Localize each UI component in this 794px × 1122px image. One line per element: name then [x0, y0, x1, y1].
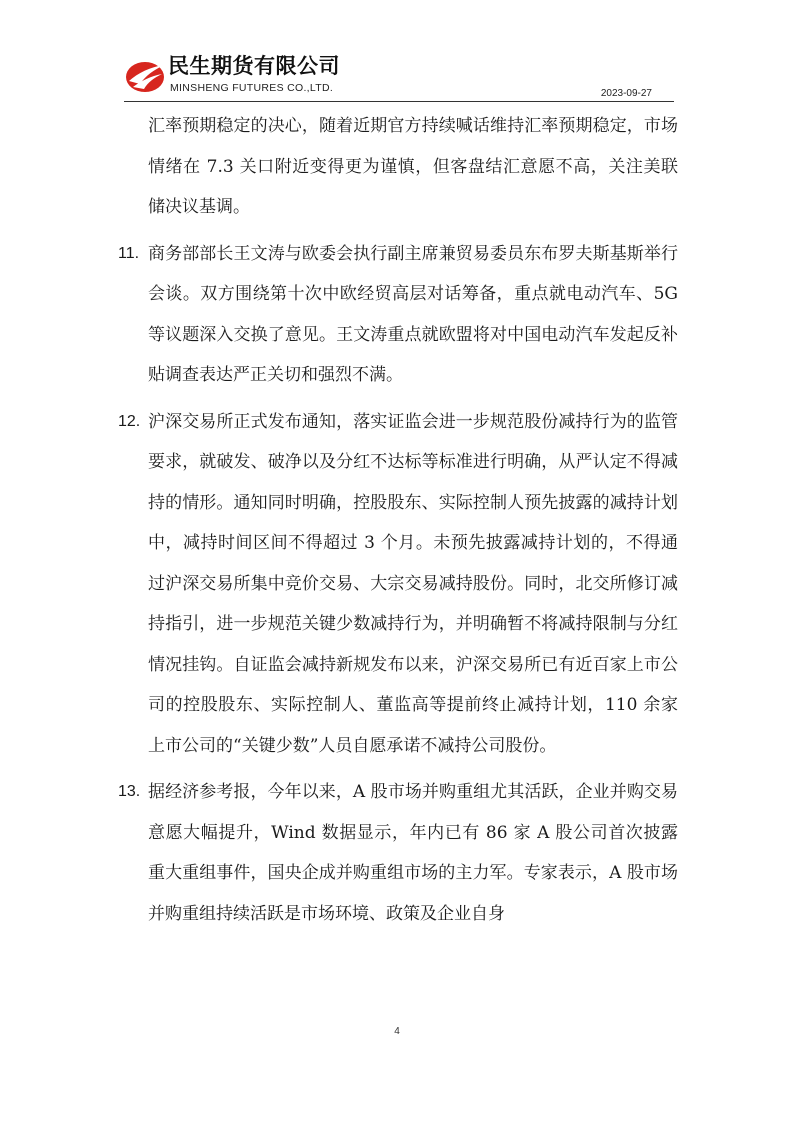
list-item-number: 12. — [118, 412, 141, 430]
page-header — [124, 52, 674, 102]
list-item-text: 沪深交易所正式发布通知，落实证监会进一步规范股份减持行为的监管要求，就破发、破净以及分红不达标等标准进行明确，从严认定不得减持的情形。通知同时明确，控股股东、实际控制人预先披露的减持计划中，减持时间区间不得超过 3 个月。未预先披露减持计划的，不得通过沪深交易所集中竞价交易、大宗交易减持股份。同时，北交所修订减持指引，进一步规范关键少数减持行为，并明确暂不将减持限制与分红情况挂钩。自证监会减持新规发布以来，沪深交易所已有近百家上市公司的控股股东、实际控制人、董监高等提前终止减持计划，110 余家上市公司的“关键少数”人员自愿承诺不减持公司股份。 — [148, 411, 678, 756]
list-item-11 — [118, 234, 678, 396]
minsheng-logo-icon — [124, 57, 166, 95]
continued-paragraph: 汇率预期稳定的决心，随着近期官方持续喊话维持汇率预期稳定，市场情绪在 7.3 关口附近变得更为谨慎，但客盘结汇意愿不高，关注美联储决议基调。 — [148, 116, 678, 217]
page-number: 4 — [394, 1026, 400, 1037]
report-date: 2023-09-27 — [600, 88, 652, 99]
header-divider — [124, 101, 674, 102]
list-item-12 — [118, 402, 678, 767]
company-name-cn: 民生期货有限公司 — [168, 54, 340, 78]
list-item-number: 11. — [118, 244, 140, 262]
list-item-number: 13. — [118, 783, 141, 800]
document-body — [118, 106, 678, 934]
list-item-13 — [118, 772, 678, 934]
list-item-text: 商务部部长王文涛与欧委会执行副主席兼贸易委员东布罗夫斯基斯举行会谈。双方围绕第十次中欧经贸高层对话筹备，重点就电动汽车、5G 等议题深入交换了意见。王文涛重点就欧盟将对中国电动汽车发起反补贴调查表达严正关切和强烈不满。 — [148, 243, 678, 385]
list-item-text: 据经济参考报，今年以来，A 股市场并购重组尤其活跃，企业并购交易意愿大幅提升，Wind 数据显示，年内已有 86 家 A 股公司首次披露重大重组事件，国央企成并购重组市场的主力军。专家表示，A 股市场并购重组持续活跃是市场环境、政策及企业自身 — [148, 782, 678, 924]
company-name-en: MINSHENG FUTURES CO.,LTD. — [170, 82, 334, 94]
